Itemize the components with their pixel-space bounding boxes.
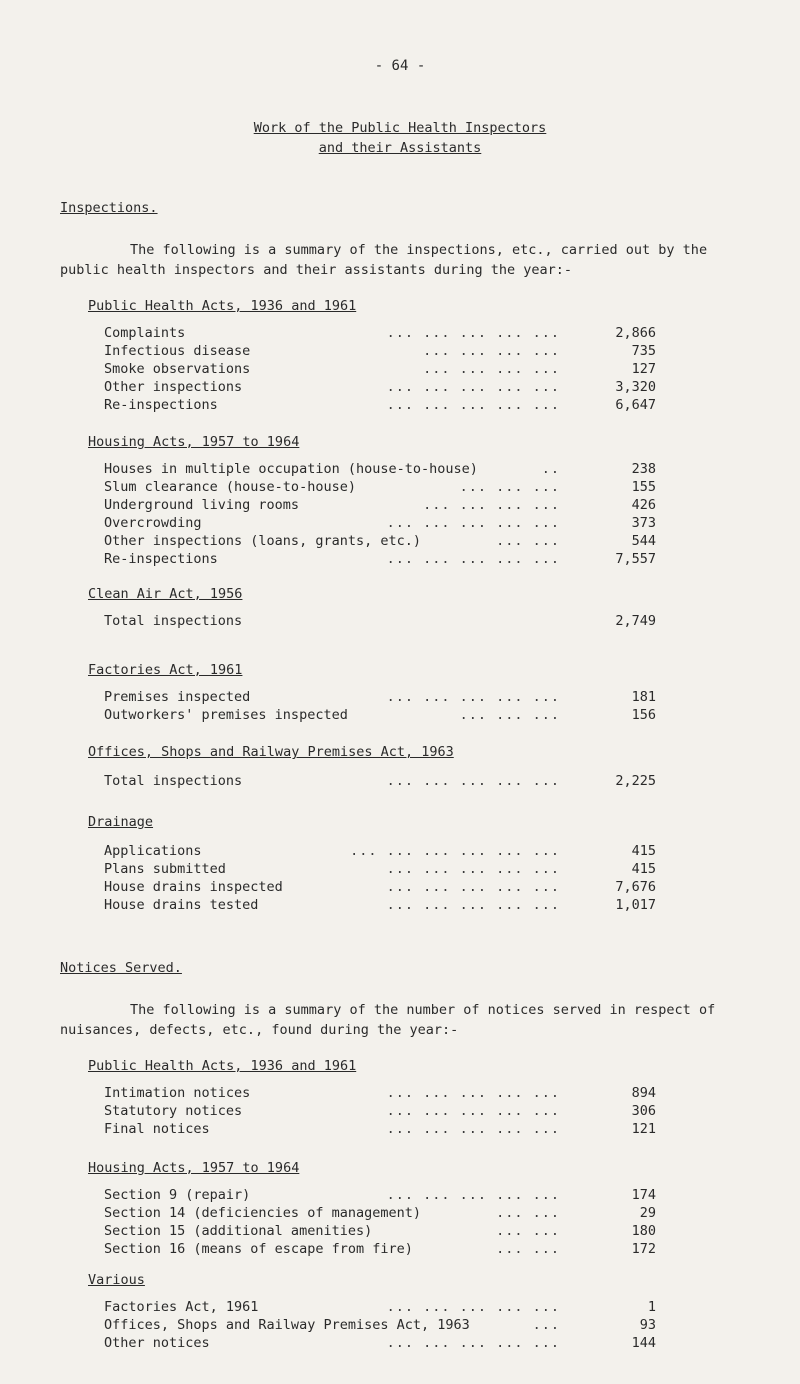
- row-value: 415: [631, 861, 656, 877]
- notices-intro: The following is a summary of the number of notices served in respect of nuisances, defects, etc., found during the year:-: [60, 1002, 716, 1038]
- section-rows: [104, 842, 656, 914]
- leader-dots: ... ... ... ... ...: [386, 515, 560, 531]
- table-row: [104, 1240, 656, 1258]
- page-number: - 64 -: [374, 58, 426, 74]
- leader-dots: ... ... ...: [459, 707, 560, 723]
- row-label: Section 9 (repair): [104, 1187, 251, 1203]
- row-label: Statutory notices: [104, 1103, 243, 1119]
- row-value: 415: [631, 843, 656, 859]
- leader-dots: ... ... ... ... ...: [386, 879, 560, 895]
- section-title: Factories Act, 1961: [88, 662, 243, 678]
- row-value: 426: [631, 497, 656, 513]
- table-row: [104, 896, 656, 914]
- row-label: Overcrowding: [104, 515, 202, 531]
- table-row: [104, 1084, 656, 1102]
- row-label: Final notices: [104, 1121, 210, 1137]
- row-label: Total inspections: [104, 613, 243, 629]
- row-label: Infectious disease: [104, 343, 251, 359]
- row-label: Plans submitted: [104, 861, 226, 877]
- row-value: 6,647: [615, 397, 656, 413]
- row-label: Re-inspections: [104, 551, 218, 567]
- table-row: [104, 514, 656, 532]
- section-title: Public Health Acts, 1936 and 1961: [88, 1058, 357, 1074]
- row-label: Other inspections: [104, 379, 243, 395]
- inspections-heading: Inspections.: [60, 200, 158, 216]
- row-label: Complaints: [104, 325, 186, 341]
- leader-dots: ... ...: [496, 533, 560, 549]
- leader-dots: ...: [532, 1317, 560, 1333]
- row-label: Section 16 (means of escape from fire): [104, 1241, 413, 1257]
- row-value: 1,017: [615, 897, 656, 913]
- section-title: Clean Air Act, 1956: [88, 586, 243, 602]
- leader-dots: ... ... ...: [459, 479, 560, 495]
- row-label: House drains tested: [104, 897, 259, 913]
- row-value: 238: [631, 461, 656, 477]
- row-label: Total inspections: [104, 773, 243, 789]
- title-line-2: and their Assistants: [318, 140, 482, 156]
- row-value: 127: [631, 361, 656, 377]
- leader-dots: ... ... ... ... ...: [386, 1121, 560, 1137]
- table-row: [104, 1222, 656, 1240]
- table-row: [104, 612, 656, 630]
- table-row: [104, 324, 656, 342]
- section-rows: [104, 460, 656, 568]
- leader-dots: ... ...: [496, 1223, 560, 1239]
- leader-dots: ... ... ... ... ...: [386, 1335, 560, 1351]
- section-title: Housing Acts, 1957 to 1964: [88, 434, 300, 450]
- leader-dots: ... ... ... ... ...: [386, 1085, 560, 1101]
- row-value: 144: [631, 1335, 656, 1351]
- row-value: 735: [631, 343, 656, 359]
- leader-dots: ... ... ... ... ...: [386, 1187, 560, 1203]
- leader-dots: ... ... ... ... ...: [386, 897, 560, 913]
- leader-dots: ... ...: [496, 1241, 560, 1257]
- row-label: House drains inspected: [104, 879, 283, 895]
- row-label: Offices, Shops and Railway Premises Act, 1963: [104, 1317, 470, 1333]
- table-row: [104, 1102, 656, 1120]
- section-title: Offices, Shops and Railway Premises Act, 1963: [88, 744, 454, 760]
- leader-dots: ... ... ... ... ...: [386, 1299, 560, 1315]
- row-value: 93: [639, 1317, 656, 1333]
- section-rows: [104, 324, 656, 414]
- table-row: [104, 772, 656, 790]
- row-value: 3,320: [615, 379, 656, 395]
- row-label: Underground living rooms: [104, 497, 300, 513]
- row-value: 306: [631, 1103, 656, 1119]
- row-label: Smoke observations: [104, 361, 251, 377]
- table-row: [104, 1120, 656, 1138]
- section-title: Public Health Acts, 1936 and 1961: [88, 298, 357, 314]
- row-label: Factories Act, 1961: [104, 1299, 259, 1315]
- row-value: 544: [631, 533, 656, 549]
- table-row: [104, 550, 656, 568]
- row-value: 180: [631, 1223, 656, 1239]
- row-value: 181: [631, 689, 656, 705]
- leader-dots: ... ... ... ... ...: [386, 861, 560, 877]
- row-value: 156: [631, 707, 656, 723]
- row-value: 174: [631, 1187, 656, 1203]
- row-label: Re-inspections: [104, 397, 218, 413]
- section-rows: [104, 772, 656, 790]
- table-row: [104, 688, 656, 706]
- table-row: [104, 1334, 656, 1352]
- section-rows: [104, 1298, 656, 1352]
- section-title: Housing Acts, 1957 to 1964: [88, 1160, 300, 1176]
- table-row: [104, 1316, 656, 1334]
- row-label: Other inspections (loans, grants, etc.): [104, 533, 421, 549]
- table-row: [104, 360, 656, 378]
- row-value: 7,557: [615, 551, 656, 567]
- row-value: 2,749: [615, 613, 656, 629]
- leader-dots: ... ... ... ... ...: [386, 397, 560, 413]
- row-label: Slum clearance (house-to-house): [104, 479, 356, 495]
- row-label: Other notices: [104, 1335, 210, 1351]
- table-row: [104, 378, 656, 396]
- row-value: 894: [631, 1085, 656, 1101]
- row-value: 7,676: [615, 879, 656, 895]
- leader-dots: ... ... ... ...: [423, 497, 560, 513]
- table-row: [104, 842, 656, 860]
- row-value: 155: [631, 479, 656, 495]
- leader-dots: ... ... ... ... ...: [386, 689, 560, 705]
- table-row: [104, 1204, 656, 1222]
- section-rows: [104, 1186, 656, 1258]
- table-row: [104, 396, 656, 414]
- section-rows: [104, 688, 656, 724]
- inspections-intro: The following is a summary of the inspections, etc., carried out by the public health inspectors and their assistants during the year:-: [60, 242, 708, 278]
- leader-dots: ... ... ... ... ... ...: [350, 843, 560, 859]
- leader-dots: ... ... ... ... ...: [386, 551, 560, 567]
- leader-dots: ... ... ... ...: [423, 361, 560, 377]
- leader-dots: ... ... ... ... ...: [386, 773, 560, 789]
- row-label: Outworkers' premises inspected: [104, 707, 348, 723]
- section-title: Various: [88, 1272, 145, 1288]
- row-label: Applications: [104, 843, 202, 859]
- row-value: 121: [631, 1121, 656, 1137]
- table-row: [104, 878, 656, 896]
- table-row: [104, 478, 656, 496]
- row-value: 2,866: [615, 325, 656, 341]
- row-value: 29: [639, 1205, 656, 1221]
- leader-dots: ..: [541, 461, 560, 477]
- row-label: Houses in multiple occupation (house-to-house): [104, 461, 478, 477]
- row-label: Premises inspected: [104, 689, 251, 705]
- row-label: Intimation notices: [104, 1085, 251, 1101]
- row-value: 2,225: [615, 773, 656, 789]
- leader-dots: ... ... ... ... ...: [386, 325, 560, 341]
- leader-dots: ... ... ... ... ...: [386, 379, 560, 395]
- document-title: [0, 118, 800, 158]
- notices-heading: Notices Served.: [60, 960, 182, 976]
- table-row: [104, 496, 656, 514]
- leader-dots: ... ... ... ... ...: [386, 1103, 560, 1119]
- title-line-1: Work of the Public Health Inspectors: [253, 120, 547, 136]
- leader-dots: ... ... ... ...: [423, 343, 560, 359]
- section-rows: [104, 1084, 656, 1138]
- row-value: 172: [631, 1241, 656, 1257]
- table-row: [104, 860, 656, 878]
- table-row: [104, 460, 656, 478]
- row-label: Section 15 (additional amenities): [104, 1223, 373, 1239]
- section-rows: [104, 612, 656, 630]
- row-label: Section 14 (deficiencies of management): [104, 1205, 421, 1221]
- table-row: [104, 706, 656, 724]
- section-title: Drainage: [88, 814, 154, 830]
- row-value: 1: [647, 1299, 656, 1315]
- table-row: [104, 1298, 656, 1316]
- leader-dots: ... ...: [496, 1205, 560, 1221]
- table-row: [104, 1186, 656, 1204]
- table-row: [104, 532, 656, 550]
- row-value: 373: [631, 515, 656, 531]
- table-row: [104, 342, 656, 360]
